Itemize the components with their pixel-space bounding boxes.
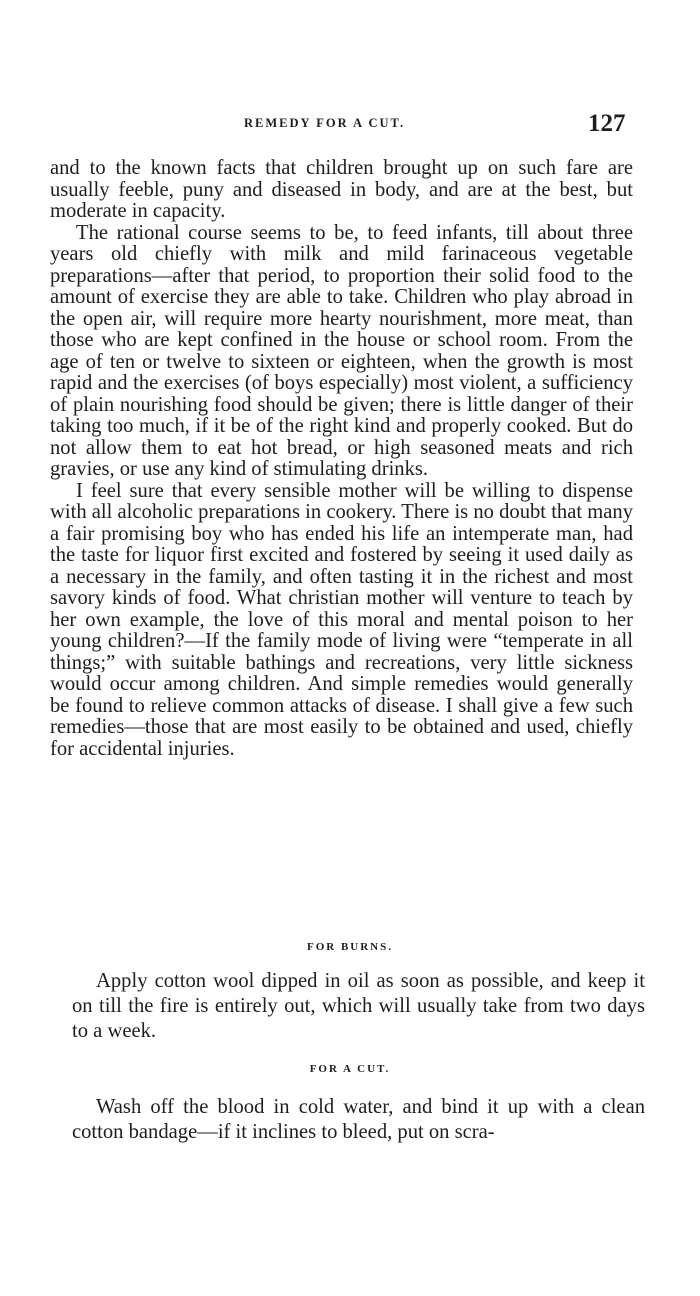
paragraph-rational-course: The rational course seems to be, to feed infants, till about three years old chiefly with milk and mild farinaceous vegetable preparations—after that period, to proportion their solid food to the amount of exercise they are able to take. Children who play abroad in the open air, will require more hearty nourishment, more meat, than those who are kept confined in the house or school room. From the age of ten or twelve to sixteen or eighteen, when the growth is most rapid and the exercises (of boys especially) most violent, a sufficiency of plain nourishing food should be given; there is little danger of their taking too much, if it be of the right kind and properly cooked. But do not allow them to eat hot bread, or high seasoned meats and rich gravies, or use any kind of stimulating drinks.	[50, 221, 633, 480]
section-text-burns	[72, 969, 645, 1044]
paragraph-sensible-mother: I feel sure that every sensible mother will be willing to dispense with all alcoholic preparations in cookery. There is no doubt that many a fair promising boy who has ended his life an intemperate man, had the taste for liquor first excited and fostered by seeing it used daily as a necessary in the family, and often tasting it in the richest and most savory kinds of food. What christian mother will venture to teach by her own example, the love of this moral and mental poison to her young children?—If the family mode of living were “temperate in all things;” with suitable bathings and recreations, very little sickness would occur among children. And simple remedies would generally be found to relieve common attacks of disease. I shall give a few such remedies—those that are most easily to be obtained and used, chiefly for accidental injuries.	[50, 479, 633, 760]
heading-for-burns: FOR BURNS.	[306, 941, 393, 953]
paragraph-continued: and to the known facts that children brought up on such fare are usually feeble, puny and diseased in body, and are at the best, but moderate in capacity.	[50, 157, 633, 222]
heading-for-a-cut: FOR A CUT.	[309, 1063, 391, 1075]
paragraph-burns: Apply cotton wool dipped in oil as soon as possible, and keep it on till the fire is entirely out, which will usually take from two days to a week.	[72, 970, 645, 1042]
page-number: 127	[588, 110, 626, 137]
main-text	[50, 158, 633, 760]
running-head: REMEDY FOR A CUT.	[244, 116, 406, 130]
paragraph-cut: Wash off the blood in cold water, and bind it up with a clean cotton bandage—if it inclines to bleed, put on scra-	[72, 1096, 645, 1143]
section-text-cut	[72, 1095, 645, 1145]
